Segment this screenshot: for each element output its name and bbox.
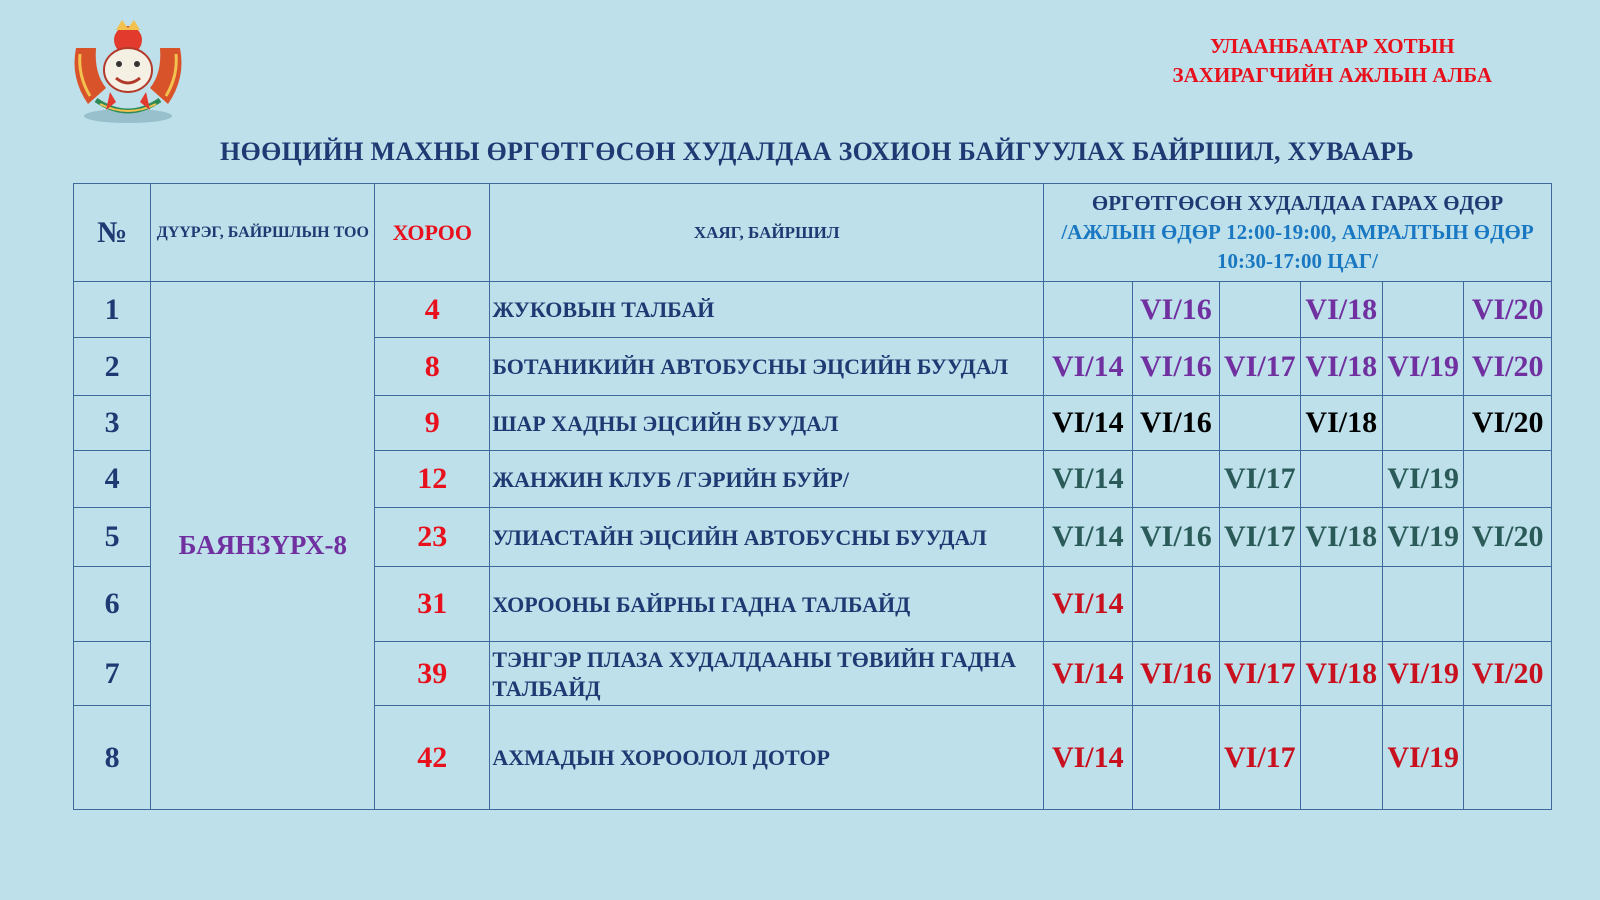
row-number: 3 <box>74 396 151 451</box>
page-title: НӨӨЦИЙН МАХНЫ ӨРГӨТГӨСӨН ХУДАЛДАА ЗОХИОН БАЙГУУЛАХ БАЙРШИЛ, ХУВААРЬ <box>220 137 1414 166</box>
header-number: № <box>74 184 151 282</box>
khoroo-cell: 31 <box>375 567 490 642</box>
date-cell: VI/14 <box>1044 567 1133 642</box>
date-cell <box>1132 451 1220 508</box>
khoroo-cell: 12 <box>375 451 490 508</box>
date-cell: VI/20 <box>1464 338 1552 396</box>
address-cell: ЖУКОВЫН ТАЛБАЙ <box>490 282 1044 338</box>
header-sale-dates-title: ӨРГӨТГӨСӨН ХУДАЛДАА ГАРАХ ӨДӨР <box>1091 191 1504 215</box>
date-cell <box>1382 282 1463 338</box>
date-cell <box>1464 567 1552 642</box>
khoroo-cell: 8 <box>375 338 490 396</box>
date-cell <box>1220 396 1300 451</box>
khoroo-cell: 23 <box>375 508 490 567</box>
khoroo-cell: 39 <box>375 642 490 706</box>
date-cell: VI/19 <box>1382 508 1463 567</box>
header-district: ДҮҮРЭГ, БАЙРШЛЫН ТОО <box>151 184 375 282</box>
date-cell <box>1220 567 1300 642</box>
district-cell: БАЯНЗҮРХ-8 <box>151 282 375 810</box>
header-sale-dates <box>1044 184 1552 282</box>
date-cell: VI/14 <box>1044 642 1133 706</box>
city-emblem-logo <box>66 18 190 126</box>
row-number: 8 <box>74 706 151 810</box>
date-cell: VI/19 <box>1382 642 1463 706</box>
date-cell: VI/19 <box>1382 338 1463 396</box>
organization-name <box>1173 32 1492 90</box>
date-cell <box>1464 451 1552 508</box>
date-cell: VI/18 <box>1300 338 1382 396</box>
date-cell: VI/19 <box>1382 706 1463 810</box>
row-number: 5 <box>74 508 151 567</box>
date-cell: VI/16 <box>1132 338 1220 396</box>
khoroo-cell: 42 <box>375 706 490 810</box>
date-cell <box>1044 282 1133 338</box>
date-cell: VI/16 <box>1132 642 1220 706</box>
row-number: 4 <box>74 451 151 508</box>
address-cell: АХМАДЫН ХОРООЛОЛ ДОТОР <box>490 706 1044 810</box>
date-cell: VI/20 <box>1464 642 1552 706</box>
date-cell <box>1300 451 1382 508</box>
organization-line-1: УЛААНБААТАР ХОТЫН <box>1209 34 1455 58</box>
header-sale-hours: /АЖЛЫН ӨДӨР 12:00-19:00, АМРАЛТЫН ӨДӨР 10:30-17:00 ЦАГ/ <box>1061 220 1534 273</box>
date-cell: VI/19 <box>1382 451 1463 508</box>
date-cell: VI/14 <box>1044 396 1133 451</box>
date-cell: VI/20 <box>1464 396 1552 451</box>
date-cell <box>1382 567 1463 642</box>
date-cell: VI/14 <box>1044 451 1133 508</box>
date-cell <box>1300 706 1382 810</box>
date-cell: VI/14 <box>1044 508 1133 567</box>
date-cell: VI/20 <box>1464 282 1552 338</box>
address-cell: ХОРООНЫ БАЙРНЫ ГАДНА ТАЛБАЙД <box>490 567 1044 642</box>
date-cell <box>1132 706 1220 810</box>
date-cell: VI/18 <box>1300 642 1382 706</box>
date-cell <box>1220 282 1300 338</box>
date-cell: VI/17 <box>1220 451 1300 508</box>
address-cell: БОТАНИКИЙН АВТОБУСНЫ ЭЦСИЙН БУУДАЛ <box>490 338 1044 396</box>
header-khoroo: ХОРОО <box>375 184 490 282</box>
date-cell <box>1382 396 1463 451</box>
date-cell <box>1132 567 1220 642</box>
row-number: 6 <box>74 567 151 642</box>
date-cell <box>1300 567 1382 642</box>
table-header-row <box>74 184 1552 282</box>
date-cell: VI/18 <box>1300 396 1382 451</box>
address-cell: ШАР ХАДНЫ ЭЦСИЙН БУУДАЛ <box>490 396 1044 451</box>
row-number: 7 <box>74 642 151 706</box>
address-cell: ЖАНЖИН КЛУБ /ГЭРИЙН БУЙР/ <box>490 451 1044 508</box>
address-cell: ТЭНГЭР ПЛАЗА ХУДАЛДААНЫ ТӨВИЙН ГАДНА ТАЛБАЙД <box>490 642 1044 706</box>
khoroo-cell: 9 <box>375 396 490 451</box>
date-cell: VI/17 <box>1220 706 1300 810</box>
khoroo-cell: 4 <box>375 282 490 338</box>
date-cell: VI/20 <box>1464 508 1552 567</box>
table-row <box>74 282 1552 338</box>
address-cell: УЛИАСТАЙН ЭЦСИЙН АВТОБУСНЫ БУУДАЛ <box>490 508 1044 567</box>
date-cell: VI/14 <box>1044 338 1133 396</box>
row-number: 1 <box>74 282 151 338</box>
date-cell: VI/18 <box>1300 508 1382 567</box>
date-cell: VI/17 <box>1220 642 1300 706</box>
header-address: ХАЯГ, БАЙРШИЛ <box>490 184 1044 282</box>
date-cell: VI/16 <box>1132 508 1220 567</box>
date-cell <box>1464 706 1552 810</box>
organization-line-2: ЗАХИРАГЧИЙН АЖЛЫН АЛБА <box>1172 63 1492 87</box>
schedule-table <box>73 183 1552 810</box>
date-cell: VI/17 <box>1220 508 1300 567</box>
date-cell: VI/16 <box>1132 396 1220 451</box>
date-cell: VI/14 <box>1044 706 1133 810</box>
date-cell: VI/16 <box>1132 282 1220 338</box>
date-cell: VI/17 <box>1220 338 1300 396</box>
date-cell: VI/18 <box>1300 282 1382 338</box>
row-number: 2 <box>74 338 151 396</box>
